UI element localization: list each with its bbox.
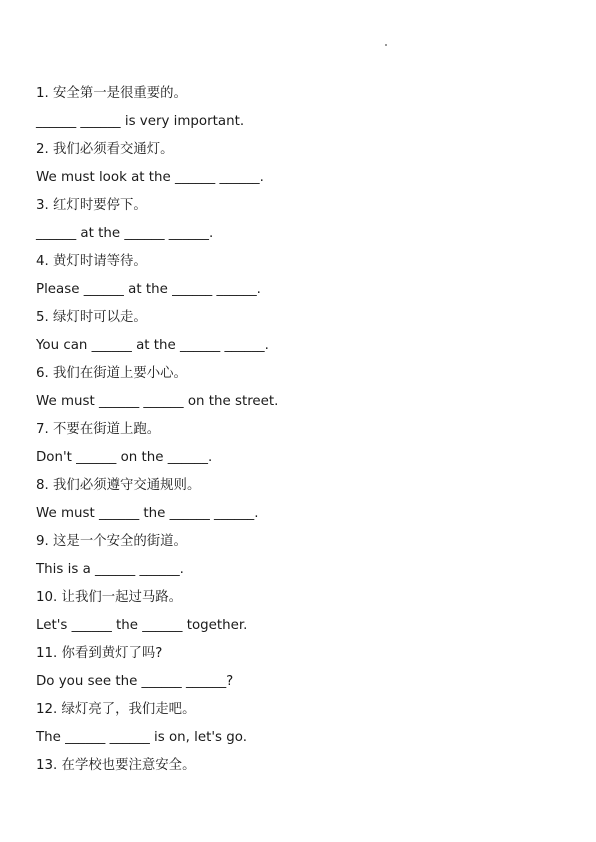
exercise-8-chinese: 8. 我们必须遵守交通规则。 — [36, 478, 201, 493]
exercise-4-english: Please ______ at the ______ ______. — [36, 282, 261, 297]
exercise-10-english: Let's ______ the ______ together. — [36, 618, 248, 633]
exercise-9-chinese: 9. 这是一个安全的街道。 — [36, 534, 187, 549]
exercise-5-chinese: 5. 绿灯时可以走。 — [36, 310, 147, 325]
exercise-4-chinese: 4. 黄灯时请等待。 — [36, 254, 147, 269]
exercise-11-chinese: 11. 你看到黄灯了吗? — [36, 646, 163, 661]
exercise-7-chinese: 7. 不要在街道上跑。 — [36, 422, 161, 437]
exercise-5-english: You can ______ at the ______ ______. — [36, 338, 269, 353]
exercise-9-english: This is a ______ ______. — [36, 562, 184, 577]
exercise-1-chinese: 1. 安全第一是很重要的。 — [36, 86, 187, 101]
stray-dot — [385, 44, 387, 46]
exercise-2-chinese: 2. 我们必须看交通灯。 — [36, 142, 174, 157]
exercise-12-chinese: 12. 绿灯亮了，我们走吧。 — [36, 702, 196, 717]
exercise-11-english: Do you see the ______ ______? — [36, 674, 234, 689]
exercise-3-chinese: 3. 红灯时要停下。 — [36, 198, 147, 213]
exercise-6-english: We must ______ ______ on the street. — [36, 394, 279, 409]
exercise-8-english: We must ______ the ______ ______. — [36, 506, 259, 521]
exercise-7-english: Don't ______ on the ______. — [36, 450, 213, 465]
exercise-12-english: The ______ ______ is on, let's go. — [36, 730, 248, 745]
exercise-13-chinese: 13. 在学校也要注意安全。 — [36, 758, 196, 773]
exercise-10-chinese: 10. 让我们一起过马路。 — [36, 590, 183, 605]
exercise-6-chinese: 6. 我们在街道上要小心。 — [36, 366, 187, 381]
exercise-1-english: ______ ______ is very important. — [36, 114, 245, 129]
exercise-2-english: We must look at the ______ ______. — [36, 170, 264, 185]
exercise-3-english: ______ at the ______ ______. — [36, 226, 214, 241]
exercise-list — [36, 80, 556, 780]
